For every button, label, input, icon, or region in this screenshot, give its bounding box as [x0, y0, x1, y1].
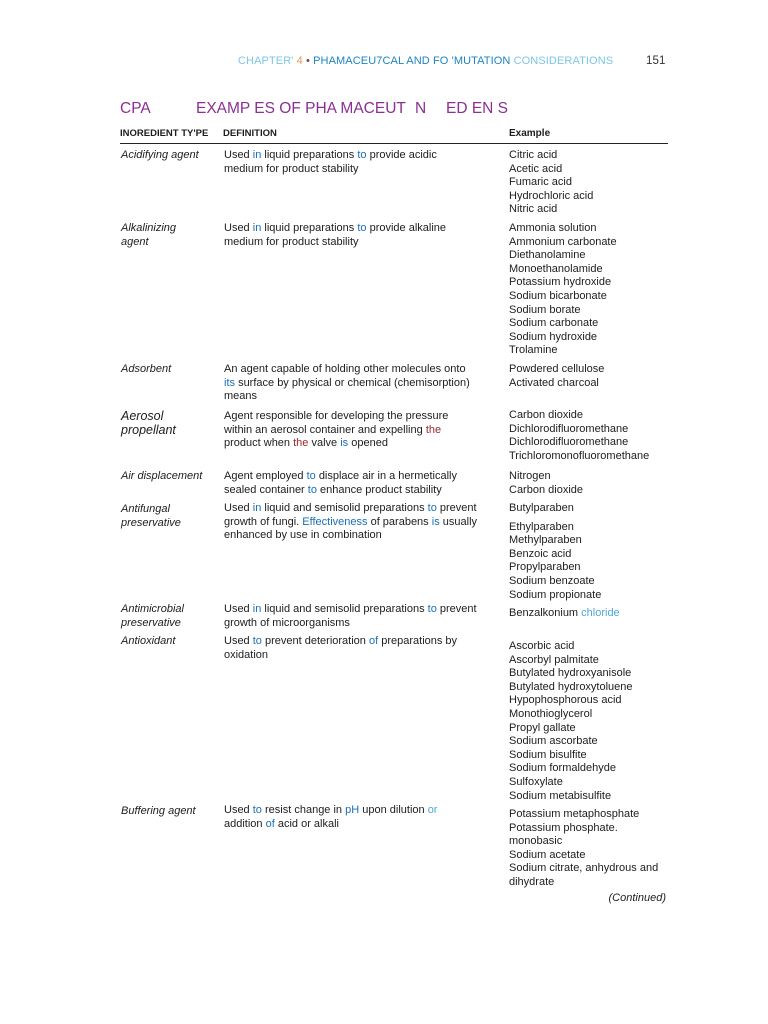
def-text: liquid preparations: [264, 149, 355, 161]
row-examples-acidifying: [509, 149, 679, 217]
example-item: Carbon dioxide: [509, 483, 583, 496]
type-line: Antimicrobial: [121, 603, 184, 615]
row-definition-buffering: [224, 804, 492, 831]
def-text: medium for product stability: [224, 235, 359, 248]
running-head-title-end: CONSIDERATIONS: [513, 55, 614, 67]
running-head-chapter: CHAPTER': [238, 55, 294, 67]
def-highlight: in: [252, 603, 262, 615]
def-text: growth of microorganisms: [224, 616, 350, 629]
row-examples-aerosol: [509, 409, 679, 463]
def-text: Used: [224, 222, 250, 234]
example-item: dihydrate: [509, 875, 555, 888]
row-definition-antifungal: [224, 502, 492, 543]
column-header-example: Example: [509, 128, 551, 139]
example-item: Benzoic acid: [509, 547, 572, 560]
type-line: Antifungal: [121, 503, 170, 515]
def-text: provide acidic: [369, 149, 437, 161]
example-item: monobasic: [509, 835, 563, 848]
def-highlight: to: [357, 222, 367, 234]
example-item: Trolamine: [509, 344, 558, 357]
def-text: surface by physical or chemical (chemisorption): [238, 376, 470, 389]
def-text: valve: [311, 437, 338, 450]
page-number: 151: [646, 55, 666, 67]
def-text: acid or alkali: [277, 817, 339, 830]
row-examples-alkalinizing: [509, 222, 679, 358]
row-type-antioxidant: Antioxidant: [121, 635, 176, 647]
running-head-bullet: •: [306, 55, 310, 67]
def-text: prevent: [439, 603, 477, 615]
type-line: propellant: [121, 423, 176, 437]
type-line: Aerosol: [121, 409, 164, 423]
def-highlight: to: [357, 149, 367, 161]
table-title-part-2: EXAMP ES OF PHA MACEUT: [196, 100, 406, 117]
example-item: Sodium formaldehyde: [509, 762, 617, 775]
example-item: Activated charcoal: [509, 376, 599, 389]
continued-note: (Continued): [608, 892, 666, 904]
example-item: Sodium propionate: [509, 588, 602, 601]
def-highlight: in: [252, 222, 262, 234]
example-item: Propylparaben: [509, 561, 581, 574]
row-type-buffering: Buffering agent: [121, 805, 196, 817]
example-item: Butylated hydroxyanisole: [509, 667, 632, 680]
row-examples-air-displacement: [509, 470, 679, 497]
running-head-chapter-number: 4: [296, 55, 303, 67]
example-item: Sodium ascorbate: [509, 735, 598, 748]
table-title: [0, 100, 768, 122]
example-item: Sodium bisulfite: [509, 748, 587, 761]
def-highlight: or: [427, 804, 438, 816]
example-item: Hydrochloric acid: [509, 189, 594, 202]
example-item: Methylparaben: [509, 534, 582, 547]
def-highlight: in: [252, 502, 262, 514]
row-examples-antioxidant: [509, 640, 679, 803]
row-definition-antioxidant: [224, 635, 492, 662]
row-examples-antifungal: [509, 502, 679, 602]
example-item: Diethanolamine: [509, 249, 586, 262]
def-text: means: [224, 390, 258, 403]
example-item: Monoethanolamide: [509, 262, 603, 275]
def-text: within an aerosol container and expelling: [224, 423, 423, 436]
row-examples-adsorbent: [509, 363, 679, 390]
def-text: An agent capable of holding other molecules onto: [224, 363, 466, 375]
example-item: Citric acid: [509, 149, 558, 161]
def-highlight: is: [340, 437, 349, 450]
type-line: preservative: [121, 516, 181, 529]
def-text: enhance product stability: [320, 483, 442, 496]
def-text: Agent responsible for developing the pressure: [224, 410, 449, 422]
def-highlight: to: [427, 502, 437, 514]
def-text: resist change in: [265, 804, 343, 816]
def-highlight: is: [431, 515, 440, 528]
example-item: Sodium hydroxide: [509, 330, 598, 343]
example-item: Sodium bicarbonate: [509, 289, 607, 302]
row-type-alkalinizing: [121, 222, 221, 249]
example-item: Acetic acid: [509, 162, 563, 175]
row-definition-air-displacement: [224, 470, 492, 497]
def-text: addition: [224, 817, 263, 830]
example-item: Nitrogen: [509, 470, 551, 482]
example-item: Carbon dioxide: [509, 409, 583, 421]
row-definition-alkalinizing: [224, 222, 492, 249]
example-item: Sodium benzoate: [509, 574, 595, 587]
def-highlight: the: [425, 423, 442, 436]
def-highlight: of: [265, 817, 275, 830]
row-type-antifungal: [121, 503, 221, 530]
def-text: opened: [351, 437, 388, 450]
def-text: prevent deterioration: [265, 635, 366, 647]
def-text: usually: [442, 515, 478, 528]
example-item: Butylparaben: [509, 502, 574, 514]
running-head-title: PHAMACEU7CAL AND FO 'MUTATION: [313, 55, 511, 67]
example-item: Potassium metaphosphate: [509, 808, 640, 820]
row-definition-acidifying: [224, 149, 492, 176]
type-line: agent: [121, 235, 149, 248]
example-item: Sodium carbonate: [509, 317, 599, 330]
example-item: Sulfoxylate: [509, 775, 563, 788]
example-item: Powdered cellulose: [509, 363, 605, 375]
example-item: Fumaric acid: [509, 176, 572, 189]
def-text: liquid and semisolid preparations: [264, 603, 425, 615]
example-item: Benzalkonium: [509, 607, 579, 619]
example-item: Dichlorodifluoromethane: [509, 422, 629, 435]
row-type-adsorbent: Adsorbent: [121, 363, 172, 375]
row-type-antimicrobial: [121, 603, 221, 630]
def-text: enhanced by use in combination: [224, 529, 382, 542]
example-item: Sodium acetate: [509, 848, 586, 861]
def-text: sealed container: [224, 483, 305, 496]
row-examples-antimicrobial: [509, 607, 679, 621]
example-item: Ammonium carbonate: [509, 235, 617, 248]
example-item: Ascorbyl palmitate: [509, 653, 599, 666]
def-highlight: the: [293, 437, 309, 450]
def-text: provide alkaline: [369, 222, 447, 234]
example-item: Ascorbic acid: [509, 640, 575, 652]
row-type-acidifying: Acidifying agent: [121, 149, 199, 161]
def-highlight: pH: [345, 804, 360, 816]
row-definition-antimicrobial: [224, 603, 492, 630]
example-item: Ammonia solution: [509, 222, 597, 234]
def-text: Agent employed: [224, 470, 304, 482]
example-item: Sodium citrate, anhydrous and: [509, 862, 659, 875]
column-header-type: INOREDIENT TY'PE: [120, 128, 209, 139]
def-text: Used: [224, 502, 250, 514]
type-line: preservative: [121, 616, 181, 629]
example-item: Ethylparaben: [509, 520, 574, 533]
row-definition-aerosol: [224, 410, 492, 451]
table-column-headers: [120, 128, 668, 144]
running-head: [0, 55, 768, 71]
table-title-part-1: CPA: [120, 100, 151, 117]
def-text: Used: [224, 149, 250, 161]
def-text: displace air in a hermetically: [318, 470, 457, 482]
def-highlight: to: [252, 804, 262, 816]
def-highlight: to: [252, 635, 262, 647]
row-examples-buffering: [509, 808, 679, 890]
example-item: Trichloromonofluoromethane: [509, 449, 650, 462]
table-title-part-4: ED EN S: [446, 100, 509, 117]
example-item: Potassium phosphate.: [509, 821, 618, 834]
example-item: Butylated hydroxytoluene: [509, 680, 633, 693]
def-highlight: to: [306, 470, 316, 482]
def-highlight: Effectiveness: [302, 515, 368, 528]
def-text: of parabens: [370, 515, 429, 528]
running-head-text: [238, 55, 613, 67]
example-item: Monothioglycerol: [509, 707, 593, 720]
def-text: Used: [224, 603, 250, 615]
row-type-aerosol: [121, 409, 221, 437]
def-text: liquid and semisolid preparations: [264, 502, 425, 514]
example-item: Propyl gallate: [509, 721, 576, 734]
def-text: product when: [224, 437, 291, 450]
def-text: medium for product stability: [224, 162, 359, 175]
def-highlight: to: [427, 603, 437, 615]
def-text: Used: [224, 804, 250, 816]
def-text: oxidation: [224, 648, 269, 661]
def-text: preparations by: [381, 635, 458, 647]
example-item: Potassium hydroxide: [509, 276, 612, 289]
type-line: Alkalinizing: [121, 222, 177, 234]
example-item: Dichlorodifluoromethane: [509, 436, 629, 449]
column-header-definition: DEFINITION: [223, 128, 277, 139]
def-text: Used: [224, 635, 250, 647]
example-item: Sodium borate: [509, 303, 581, 316]
def-text: liquid preparations: [264, 222, 355, 234]
def-text: growth of fungi.: [224, 515, 300, 528]
def-highlight: of: [368, 635, 379, 647]
example-item: Hypophosphorous acid: [509, 694, 622, 707]
def-highlight: to: [307, 483, 317, 496]
def-highlight: its: [224, 376, 235, 389]
row-definition-adsorbent: [224, 363, 492, 404]
example-highlight: chloride: [581, 607, 620, 619]
def-text: upon dilution: [362, 804, 425, 816]
row-type-air-displacement: Air displacement: [121, 470, 203, 482]
def-text: prevent: [439, 502, 477, 514]
example-item: Nitric acid: [509, 203, 558, 216]
table-title-part-3: N: [415, 100, 427, 117]
def-highlight: in: [252, 149, 262, 161]
header-divider: [120, 143, 668, 144]
example-item: Sodium metabisulfite: [509, 789, 612, 802]
